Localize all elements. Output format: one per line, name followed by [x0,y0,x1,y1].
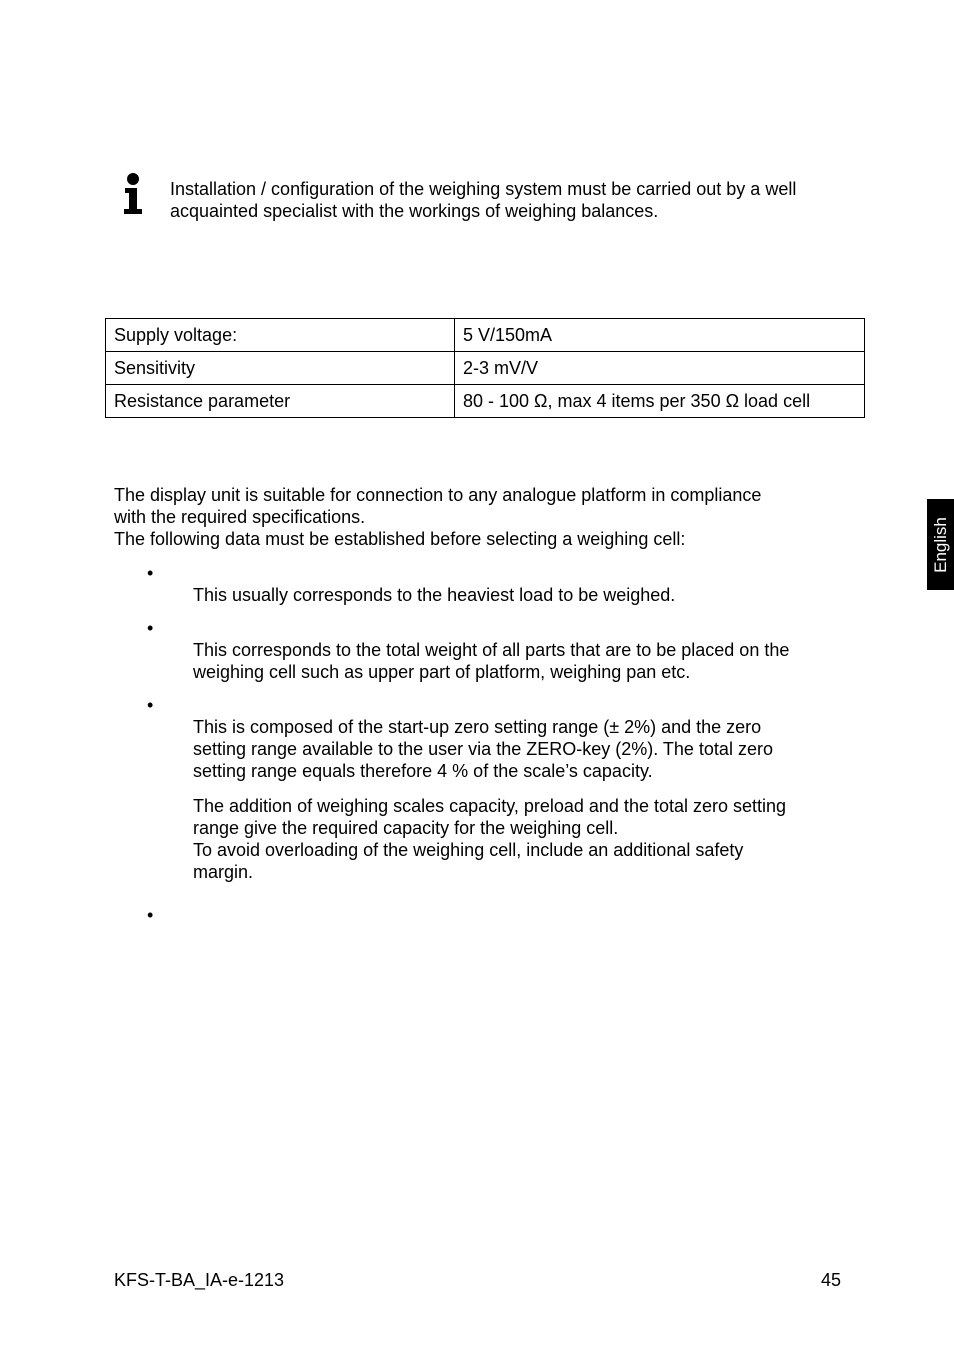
info-note-line: acquainted specialist with the workings of weighing balances. [170,201,659,221]
list-item-line: margin. [193,862,254,882]
specification-table [105,318,865,418]
intro-paragraph [114,484,854,550]
info-note-text [170,178,860,222]
footer-document-id: KFS-T-BA_IA-e-1213 [114,1270,285,1290]
bullet-marker: • [147,618,154,638]
list-item-line: weighing cell such as upper part of platform, weighing pan etc. [193,662,691,682]
footer-page-number: 45 [820,1270,841,1290]
spec-label: Supply voltage: [106,319,455,352]
bullet-marker: • [147,563,154,583]
bullet-marker: • [147,905,154,925]
bullet-marker: • [147,695,154,715]
table-row [106,352,865,385]
list-item-line: range give the required capacity for the weighing cell. [193,818,619,838]
spec-value: 2-3 mV/V [455,352,865,385]
list-item-line: This is composed of the start-up zero setting range (± 2%) and the zero [193,717,762,737]
language-tab [927,499,954,590]
intro-line: The display unit is suitable for connection to any analogue platform in compliance [114,485,762,505]
info-icon [120,172,150,216]
intro-line: with the required specifications. [114,507,366,527]
list-item [193,584,853,606]
list-item-line: This usually corresponds to the heaviest load to be weighed. [193,585,676,605]
list-item [193,716,853,883]
list-item-line: setting range available to the user via the ZERO-key (2%). The total zero [193,739,773,759]
spec-label: Sensitivity [106,352,455,385]
list-item-line: The addition of weighing scales capacity, preload and the total zero setting [193,796,787,816]
intro-line: The following data must be established before selecting a weighing cell: [114,529,686,549]
spec-label: Resistance parameter [106,385,455,418]
list-item-line: To avoid overloading of the weighing cell, include an additional safety [193,840,744,860]
list-item [193,639,853,683]
list-item-line: This corresponds to the total weight of all parts that are to be placed on the [193,640,790,660]
spec-value: 80 - 100 Ω, max 4 items per 350 Ω load cell [455,385,865,418]
language-tab-label: English [930,516,950,573]
list-item-line: setting range equals therefore 4 % of the scale’s capacity. [193,761,653,781]
spec-value: 5 V/150mA [455,319,865,352]
info-note-line: Installation / configuration of the weighing system must be carried out by a well [170,179,797,199]
table-row [106,385,865,418]
table-row [106,319,865,352]
